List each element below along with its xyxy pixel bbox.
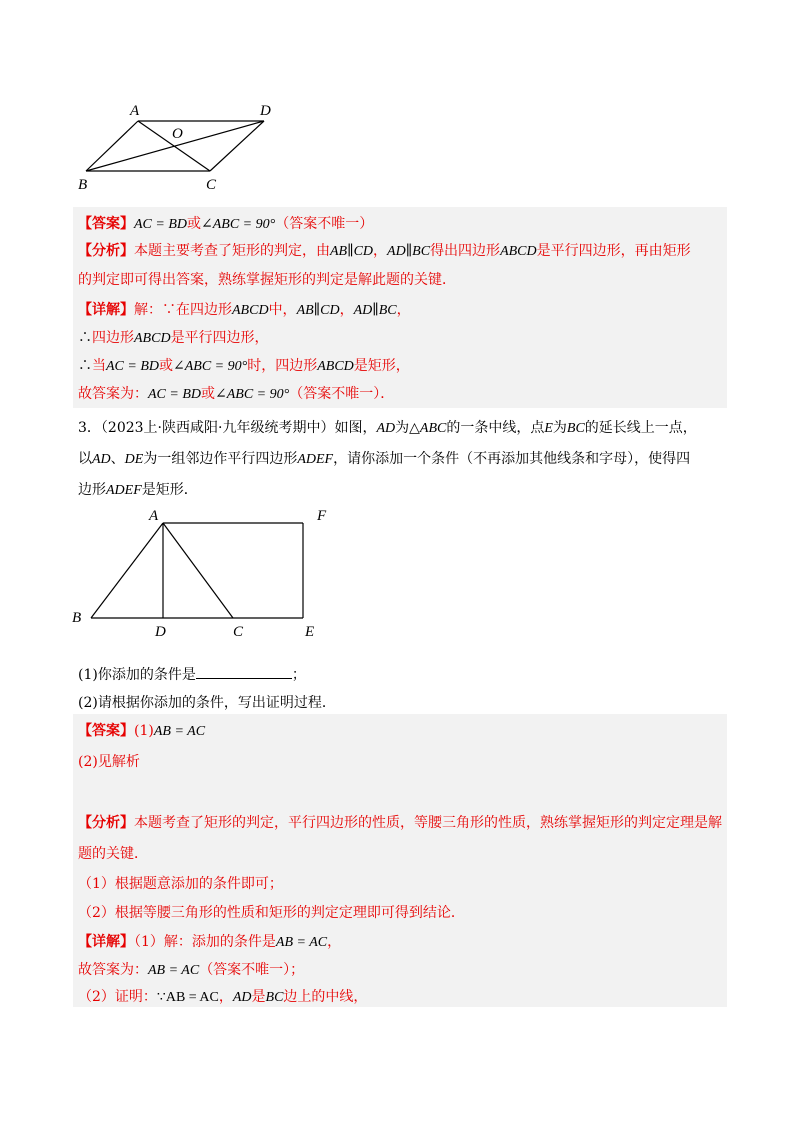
sub-question-1: (1)你添加的条件是 ；	[78, 664, 306, 685]
question-3-line-3: 边形ADEF是矩形．	[78, 482, 198, 498]
parallelogram-figure	[70, 95, 300, 195]
detail-line-3: ∴当AC = BD或∠ABC = 90°时，四边形ABCD是矩形，	[78, 358, 410, 374]
analysis-step-2: （2）根据等腰三角形的性质和矩形的判定定理即可得到结论．	[78, 905, 465, 921]
label-C: C	[233, 624, 244, 640]
analysis-line-1: 【分析】本题主要考查了矩形的判定，由AB∥CD，AD∥BC得出四边形ABCD是平行四边形，再由矩形	[78, 243, 691, 259]
detail-line-4: 故答案为：AC = BD或∠ABC = 90°（答案不唯一）．	[78, 386, 395, 402]
analysis-line-4: 题的关键．	[78, 846, 148, 862]
label-C: C	[206, 177, 217, 193]
label-A: A	[149, 508, 159, 524]
label-A: A	[130, 103, 140, 119]
detail-line-6: 故答案为：AB = AC（答案不唯一）；	[78, 962, 305, 978]
label-E: E	[305, 624, 315, 640]
detail-line-1: 【详解】解：∵在四边形ABCD中，AB∥CD，AD∥BC，	[78, 302, 411, 318]
answer-line-2: 【答案】(1)AB = AC	[78, 723, 206, 739]
rectangle-figure	[65, 500, 345, 645]
detail-line-7: （2）证明：∵AB = AC，AD是BC边上的中线，	[78, 989, 368, 1005]
analysis-step-1: （1）根据题意添加的条件即可；	[78, 876, 283, 892]
label-B: B	[78, 177, 88, 193]
answer-line-3: (2)见解析	[78, 754, 140, 770]
label-D: D	[155, 624, 166, 640]
sub-question-2: (2)请根据你添加的条件，写出证明过程．	[78, 695, 336, 711]
label-B: B	[72, 610, 82, 626]
label-F: F	[317, 508, 327, 524]
edge-AC	[163, 523, 233, 618]
answer-line-1: 【答案】AC = BD或∠ABC = 90°（答案不唯一）	[78, 216, 374, 232]
detail-line-5: 【详解】（1）解：添加的条件是AB = AC，	[78, 934, 342, 950]
answer-blank	[196, 664, 292, 679]
label-O: O	[172, 126, 183, 142]
label-D: D	[260, 103, 271, 119]
question-3-line-2: 以AD、DE为一组邻边作平行四边形ADEF，请你添加一个条件（不再添加其他线条和字母），使得四	[78, 451, 691, 467]
detail-line-2: ∴四边形ABCD是平行四边形，	[78, 330, 269, 346]
analysis-line-2: 的判定即可得出答案，熟练掌握矩形的判定是解此题的关键．	[78, 272, 456, 288]
question-3-line-1: 3．（2023上·陕西咸阳·九年级统考期中）如图，AD为△ABC的一条中线，点E为BC的延长线上一点，	[78, 420, 697, 436]
edge-AB	[91, 523, 163, 618]
analysis-line-3: 【分析】本题考查了矩形的判定，平行四边形的性质，等腰三角形的性质，熟练掌握矩形的判定定理是解	[78, 815, 722, 831]
